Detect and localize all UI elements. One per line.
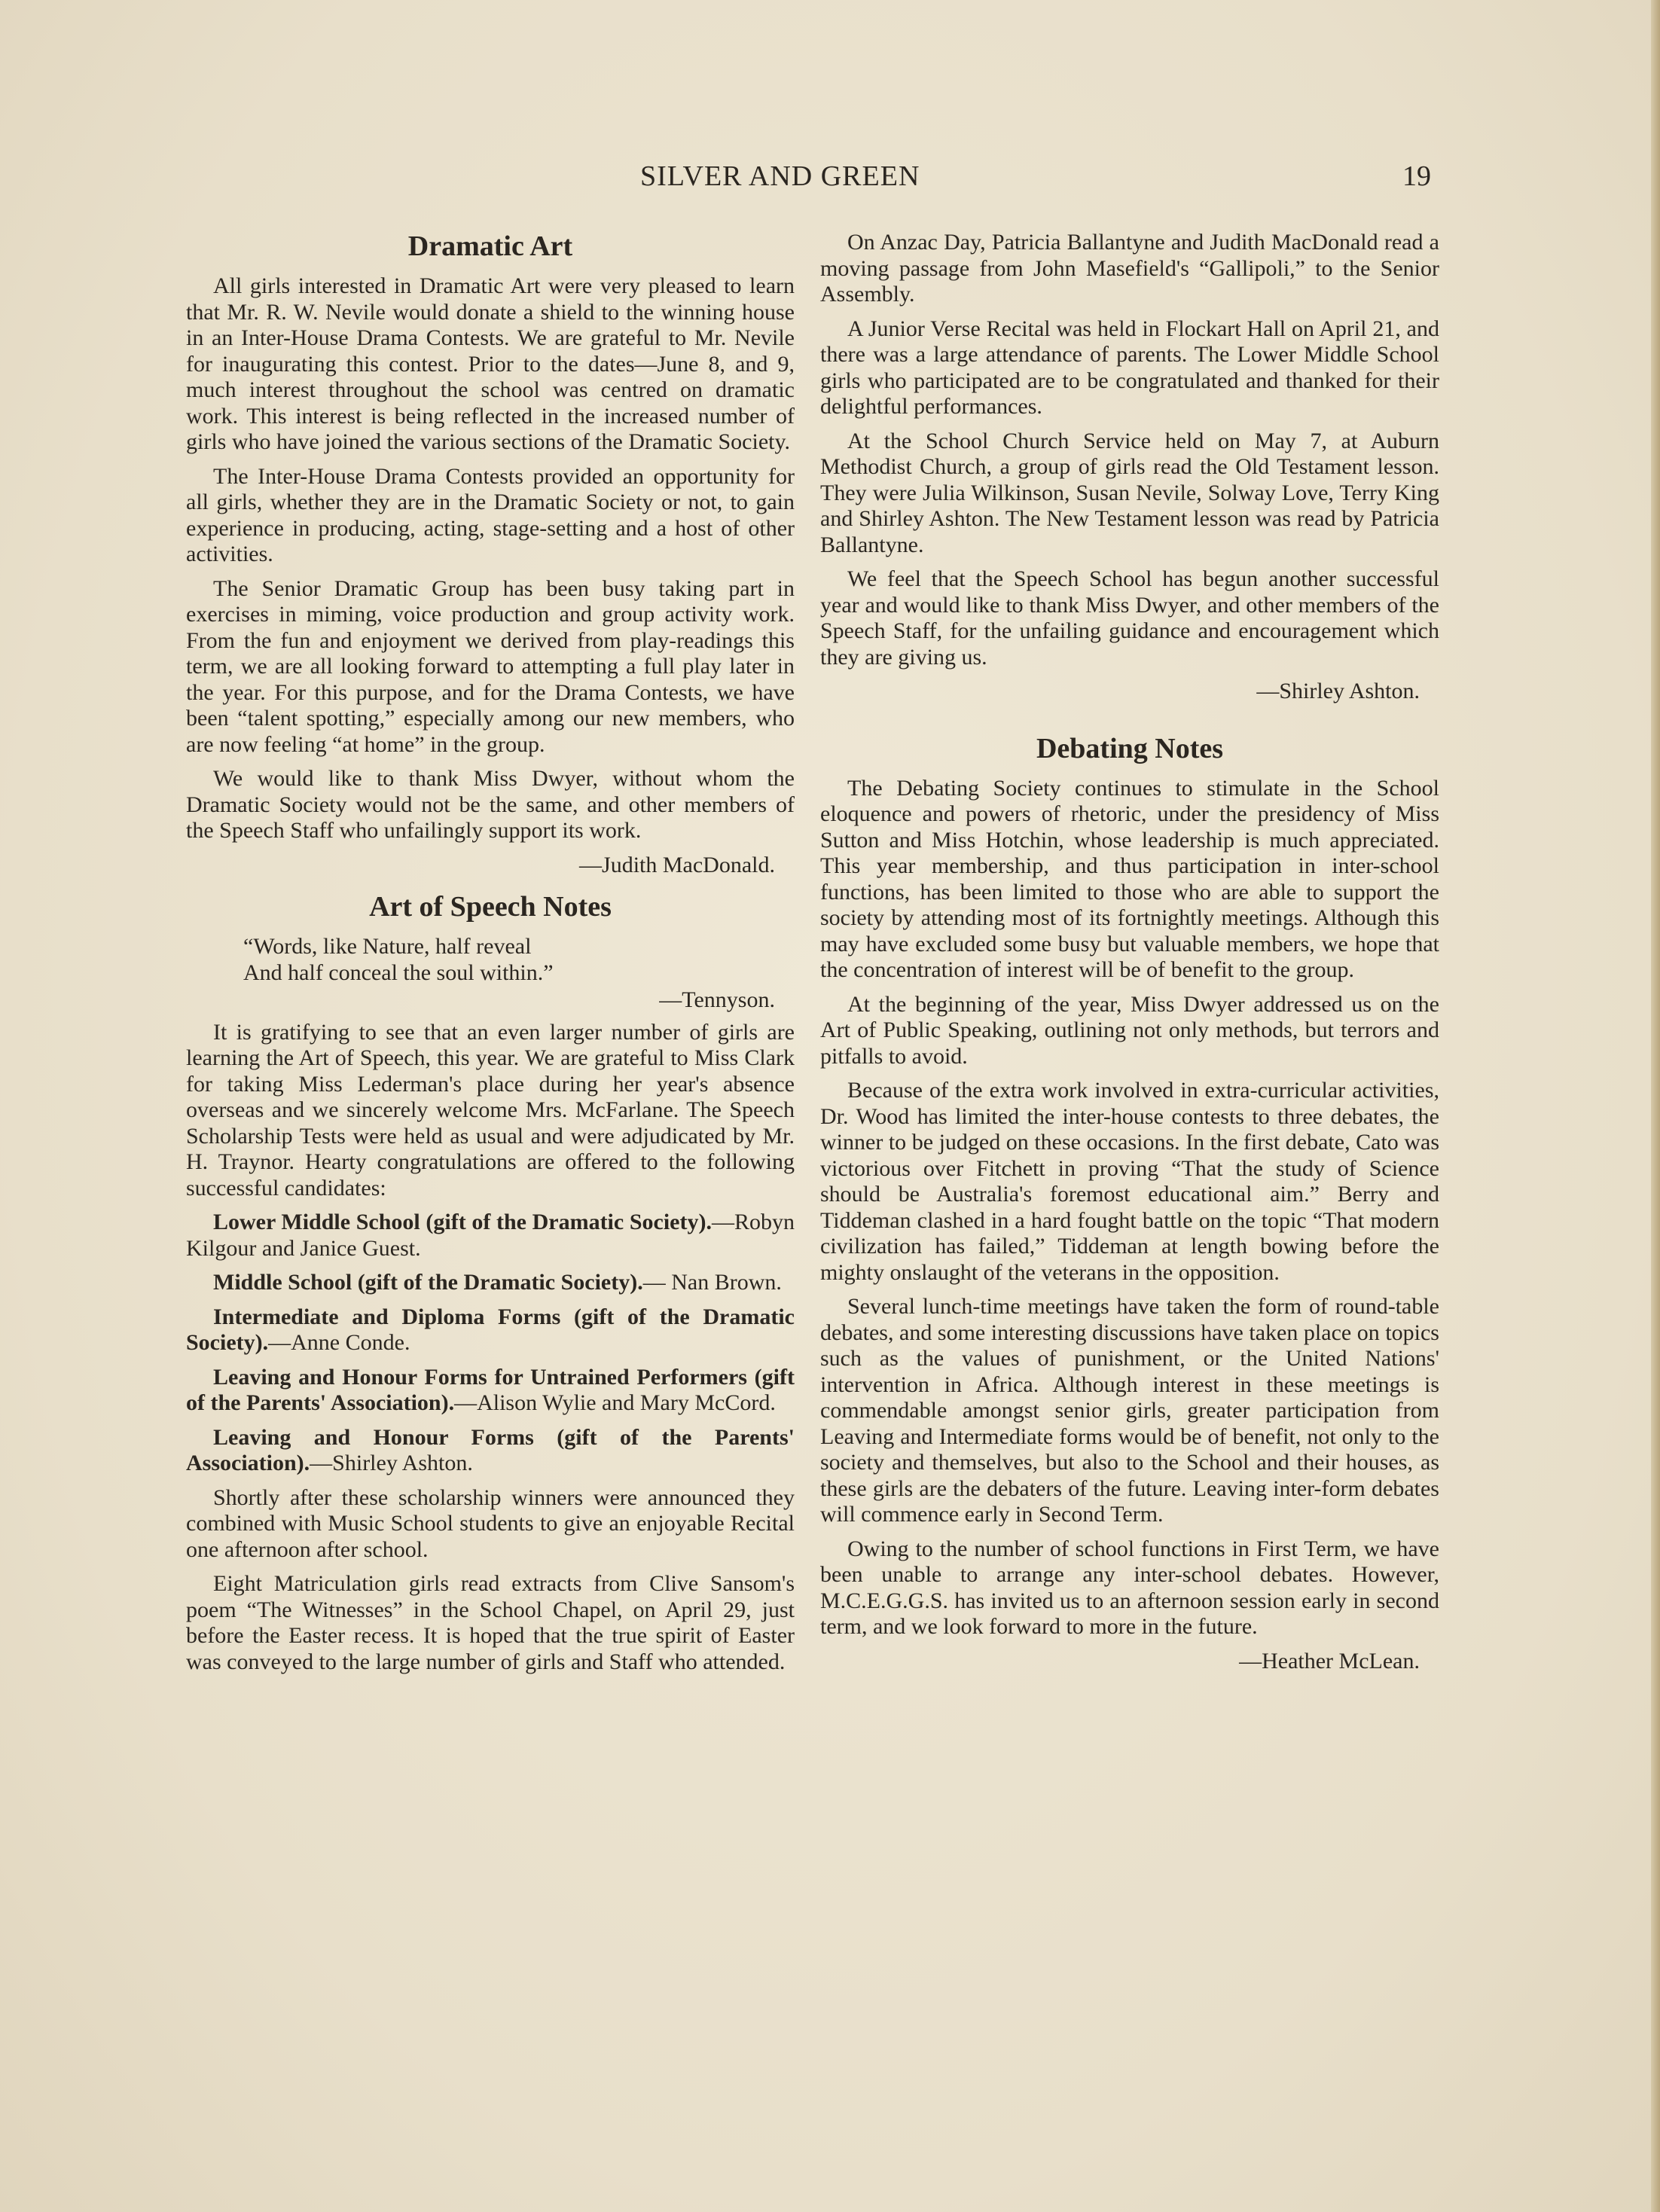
paragraph: All girls interested in Dramatic Art were very pleased to learn that Mr. R. W. Nevile would donate a shield to the winning house in an Inter-House Drama Contests. We are grateful to Mr. Nevile for inaugurating this contest. Prior to the dates—June 8, and 9, much interest throughout the school was centred on dramatic work. This interest is being reflected in the increased number of girls who have joined the various sections of the Dramatic Society. [186,273,795,454]
award-category: Leaving and Honour Forms for Untrained Performers (gift of the Parents' Association). [186,1364,795,1415]
section-title-debating: Debating Notes [1036,732,1224,764]
award-entry [186,1210,795,1262]
section-title-art-of-speech: Art of Speech Notes [369,891,612,923]
award-category: Leaving and Honour Forms (gift of the Parents' Association). [186,1424,795,1475]
paragraph: Shortly after these scholarship winners were announced they combined with Music School students to give an enjoyable Recital one afternoon after school. [186,1484,795,1562]
paragraph: Eight Matriculation girls read extracts from Clive Sansom's poem “The Witnesses” in the School Chapel, on April 29, just before the Easter recess. It is hoped that the true spirit of Easter was conveyed to the large number of girls and Staff who attended. [186,1571,795,1674]
paragraph: At the School Church Service held on May 7, at Auburn Methodist Church, a group of girls read the Old Testament lesson. They were Julia Wilkinson, Susan Nevile, Solway Love, Terry King and Shirley Ashton. The New Testament lesson was read by Patricia Ballantyne. [820,428,1439,557]
paragraph: It is gratifying to see that an even larger number of girls are learning the Art of Speech, this year. We are grateful to Miss Clark for taking Miss Lederman's place during her year's absence overseas and we sincerely welcome Mrs. McFarlane. The Speech Scholarship Tests were held as usual and were adjudicated by Mr. H. Traynor. Hearty congratulations are offered to the following successful candidates: [186,1019,795,1201]
paragraph: Several lunch-time meetings have taken the form of round-table debates, and some interesting discussions have taken place on topics such as the values of punishment, or the United Nations' intervention in Africa. Although interest in these meetings is commendable amongst senior girls, greater participation from Leaving and Intermediate forms would be of benefit, not only to the society and themselves, but also to the School and their houses, as these girls are the debaters of the future. Leaving inter-form debates will commence early in Second Term. [820,1294,1439,1527]
award-winner: —Alison Wylie and Mary McCord. [454,1390,776,1415]
award-entry [186,1270,795,1296]
paragraph: The Inter-House Drama Contests provided an opportunity for all girls, whether they are in the Dramatic Society or not, to gain experience in producing, acting, stage-setting and a host of other activities. [186,463,795,566]
spacer [820,717,1439,732]
signature: —Judith MacDonald. [579,852,775,877]
award-winner: — Nan Brown. [642,1270,782,1295]
paragraph: A Junior Verse Recital was held in Flockart Hall on April 21, and there was a large attendance of parents. The Lower Middle School girls who participated are to be congratulated and thanked for their delightful performances. [820,316,1439,419]
award-category: Intermediate and Diploma Forms (gift of the Dramatic Society). [186,1304,795,1355]
left-column [186,230,795,1683]
epigraph-attribution: —Tennyson. [659,987,775,1012]
award-entry [186,1425,795,1477]
paragraph: On Anzac Day, Patricia Ballantyne and Judith MacDonald read a moving passage from John Masefield's “Gallipoli,” to the Senior Assembly. [820,230,1439,307]
signature: —Shirley Ashton. [1256,679,1420,703]
paragraph: We feel that the Speech School has begun another successful year and would like to thank Miss Dwyer, and other members of the Speech Staff, for the unfailing guidance and encouragement which they are giving us. [820,566,1439,670]
paragraph: Owing to the number of school functions in First Term, we have been unable to arrange any inter-school debates. However, M.C.E.G.G.S. has invited us to an afternoon session early in second term, and we look forward to more in the future. [820,1536,1439,1639]
award-winner: —Anne Conde. [268,1330,410,1355]
award-entry [186,1365,795,1417]
paragraph: The Senior Dramatic Group has been busy taking part in exercises in miming, voice production and group activity work. From the fun and enjoyment we derived from play-readings this term, we are all looking forward to attempting a full play later in the year. For this purpose, and for the Drama Contests, we have been “talent spotting,” especially among our new members, who are now feeling “at home” in the group. [186,575,795,757]
page-edge [1651,0,1660,2212]
award-category: Middle School (gift of the Dramatic Society). [213,1270,643,1295]
paragraph: The Debating Society continues to stimulate in the School eloquence and powers of rhetoric, under the presidency of Miss Sutton and Miss Hotchin, whose leadership is much appreciated. This year membership, and thus participation in inter-school functions, has been limited to those who are able to support the society by attending most of its fortnightly meetings. Although this may have excluded some busy but valuable members, we hope that the concentration of interest will be of benefit to the group. [820,775,1439,982]
award-entry [186,1304,795,1356]
signature: —Heather McLean. [1239,1648,1420,1673]
section-title-dramatic-art: Dramatic Art [407,230,573,262]
right-column [820,230,1439,1686]
award-winner: —Robyn Kilgour and Janice Guest. [186,1210,795,1261]
running-title: SILVER AND GREEN [640,160,920,192]
epigraph-line: “Words, like Nature, half reveal [243,934,532,959]
award-winner: —Shirley Ashton. [310,1451,473,1475]
paragraph: We would like to thank Miss Dwyer, without whom the Dramatic Society would not be the same, and other members of the Speech Staff who unfailingly support its work. [186,766,795,843]
award-category: Lower Middle School (gift of the Dramatic Society). [213,1210,712,1234]
epigraph-line: And half conceal the soul within.” [243,960,554,985]
paragraph: At the beginning of the year, Miss Dwyer addressed us on the Art of Public Speaking, outlining not only methods, but terrors and pitfalls to avoid. [820,991,1439,1069]
paragraph: Because of the extra work involved in extra-curricular activities, Dr. Wood has limited the inter-house contests to three debates, the winner to be judged on these occasions. In the first debate, Cato was victorious over Fitchett in proving “That the study of Science should be Australia's foremost educational aim.” Berry and Tiddeman clashed in a hard fought battle on the topic “That modern civilization has failed,” Tiddeman at length bowing before the mighty onslaught of the veterans in the opposition. [820,1078,1439,1285]
page-number: 19 [1402,160,1431,192]
